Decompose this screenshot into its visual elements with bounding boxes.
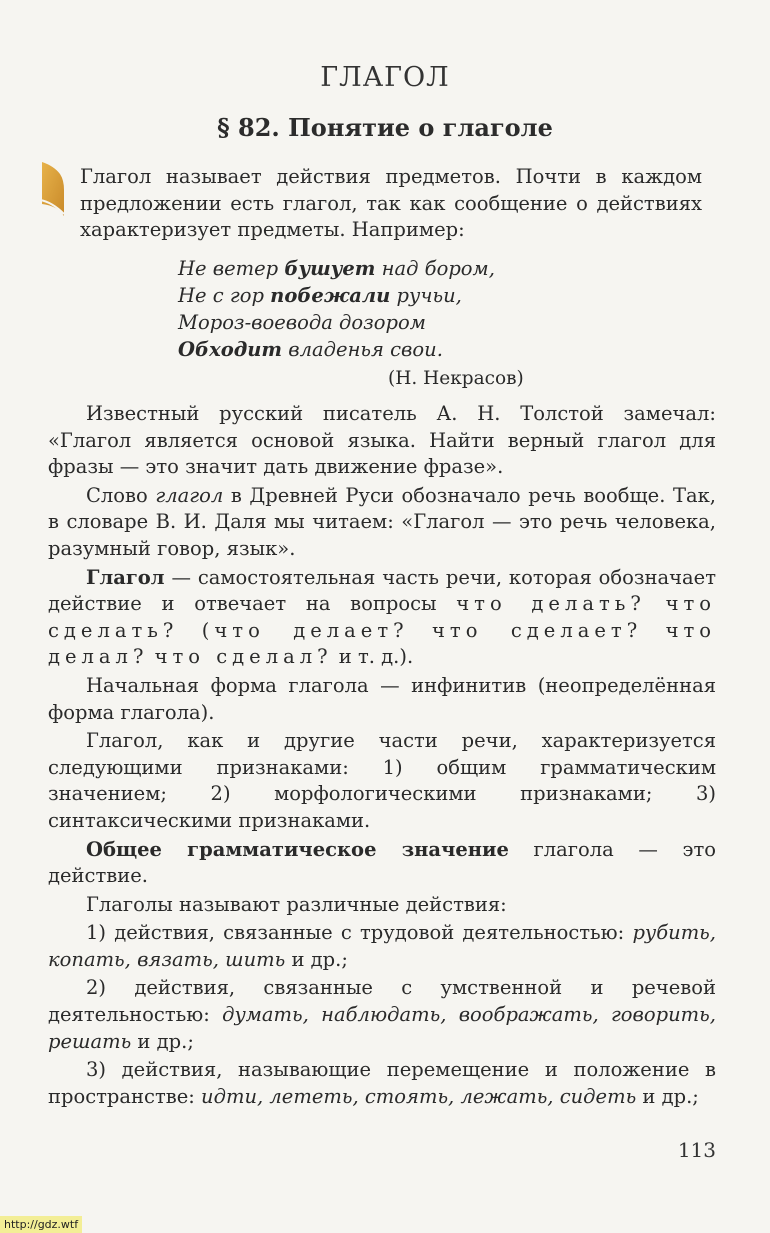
main-text [48,401,716,1110]
paragraph-features: Глагол, как и другие части речи, характеризуется следующими признаками: 1) общим грамматическим значением; 2) морфологическими признаками; 3) синтаксическими признаками. [48,729,716,832]
paragraph-definition: Глагол — самостоятельная часть речи, которая обозначает действие и отвечает на вопросы что делать? что сделать? (что делает? что сделает? что делал? что сделал? и т. д.). [48,565,717,669]
list-item-mental: 2) действия, связанные с умственной и речевой деятельностью: думать, наблюдать, воображать, говорить, решать и др.; [48,976,716,1053]
bookmark-marker-icon [38,160,68,218]
section-title: § 82. Понятие о глаголе [217,113,553,142]
chapter-title: ГЛАГОЛ [320,62,450,93]
paragraph-dal: Слово глагол в Древней Руси обозначало речь вообще. Так, в словаре В. И. Даля мы читаем: «Глагол — это речь человека, разумный говор, язык». [48,483,716,560]
list-item-movement: 3) действия, называющие перемещение и положение в пространстве: идти, лететь, стоять, лежать, сидеть и др.; [48,1058,716,1108]
paragraph-tolstoy: Известный русский писатель А. Н. Толстой замечал: «Глагол является основой языка. Найти верный глагол для фразы — это значит дать движение фразе». [48,402,716,479]
watermark-link[interactable]: http://gdz.wtf [0,1216,82,1233]
paragraph-general-meaning: Общее грамматическое значение глагола — это действие. [48,837,716,888]
poem-line-4: Обходит владенья свои. [178,338,443,361]
intro-paragraph: Глагол называет действия предметов. Почти в каждом предложении есть глагол, так как сообщение о действиях характеризует предметы. Например: [80,165,702,242]
poem-author: (Н. Некрасов) [388,368,524,389]
paragraph-actions-intro: Глаголы называют различные действия: [86,892,507,916]
paragraph-infinitive: Начальная форма глагола — инфинитив (неопределённая форма глагола). [48,673,716,724]
poem-line-2: Не с гор побежали ручьи, [178,284,462,307]
page-number: 113 [677,1138,716,1162]
poem-line-3: Мороз-воевода дозором [178,311,426,334]
list-item-labor: 1) действия, связанные с трудовой деятельностью: рубить, копать, вязать, шить и др.; [48,921,716,971]
poem-line-1: Не ветер бушует над бором, [178,257,495,280]
poem [178,255,495,363]
